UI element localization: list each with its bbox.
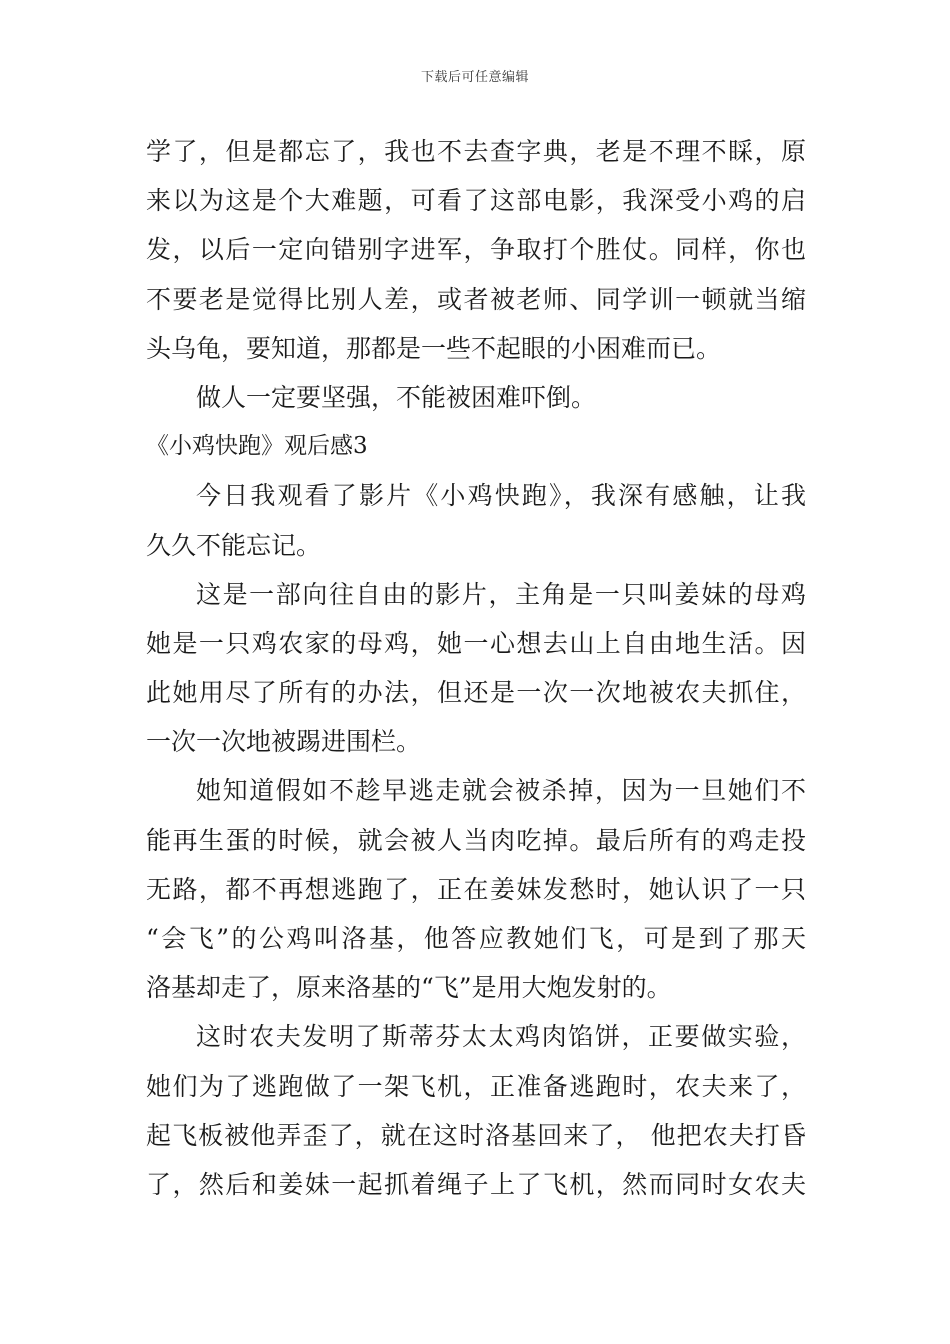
text-line: 能再生蛋的时候，就会被人当肉吃掉。最后所有的鸡走投 (146, 825, 806, 855)
text-line: 不要老是觉得比别人差，或者被老师、同学训一顿就当缩 (146, 284, 806, 314)
text-line: “会飞”的公鸡叫洛基，他答应教她们飞，可是到了那天 (146, 924, 806, 953)
text-line: 这时农夫发明了斯蒂芬太太鸡肉馅饼，正要做实验， (196, 1022, 806, 1052)
text-line: 起飞板被他弄歪了，就在这时洛基回来了， 他把农夫打昏 (146, 1120, 806, 1150)
text-line: 学了，但是都忘了，我也不去查字典，老是不理不睬，原 (146, 137, 806, 166)
text-line: 她是一只鸡农家的母鸡，她一心想去山上自由地生活。因 (146, 628, 806, 658)
text-line: 无路，都不再想逃跑了，正在姜妹发愁时，她认识了一只 (146, 874, 806, 904)
text-line: 头乌龟，要知道，那都是一些不起眼的小困难而已。 (146, 333, 722, 363)
text-line: 一次一次地被踢进围栏。 (146, 727, 422, 757)
text-line: 今日我观看了影片《小鸡快跑》，我深有感触，让我 (196, 481, 806, 511)
text-line: 她们为了逃跑做了一架飞机，正准备逃跑时，农夫来了， (146, 1071, 806, 1101)
text-line: 她知道假如不趁早逃走就会被杀掉，因为一旦她们不 (196, 776, 806, 806)
page-header: 下载后可任意编辑 (420, 70, 529, 85)
text-line: 洛基却走了，原来洛基的“飞”是用大炮发射的。 (146, 973, 672, 1003)
text-line: 来以为这是个大难题，可看了这部电影，我深受小鸡的启 (146, 186, 806, 216)
text-line: 发，以后一定向错别字进军，争取打个胜仗。同样，你也 (146, 235, 806, 265)
text-line: 久久不能忘记。 (146, 530, 322, 560)
text-line: 此她用尽了所有的办法，但还是一次一次地被农夫抓住， (146, 678, 806, 708)
document-body (146, 127, 806, 1209)
text-line: 这是一部向往自由的影片，主角是一只叫姜妹的母鸡 (196, 579, 806, 609)
section-heading: 《小鸡快跑》观后感3 (146, 433, 368, 460)
text-line: 了，然后和姜妹一起抓着绳子上了飞机，然而同时女农夫 (146, 1169, 806, 1199)
text-line: 做人一定要坚强，不能被困难吓倒。 (196, 382, 597, 412)
